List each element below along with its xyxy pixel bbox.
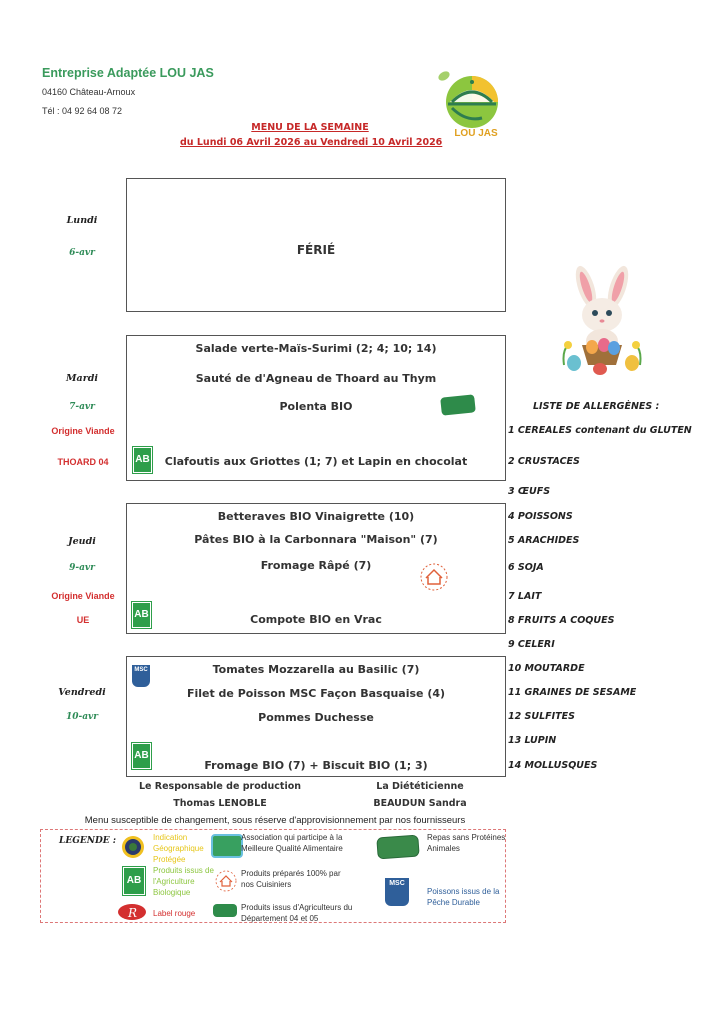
dish-dessert: Fromage BIO (7) + Biscuit BIO (1; 3) — [204, 759, 428, 772]
ab-organic-icon: AB — [132, 743, 151, 769]
dish-dessert: Compote BIO en Vrac — [250, 613, 382, 626]
legend-msc-text: Poissons issus de la Pêche Durable — [427, 887, 500, 907]
dish-side: Polenta BIO — [279, 400, 353, 413]
allergens-title: LISTE DE ALLERGÈNES : — [533, 401, 660, 412]
allergen-item: 11 GRAINES DE SESAME — [508, 687, 637, 698]
allergen-item: 2 CRUSTACES — [508, 456, 580, 467]
day-date-lundi: 6-avr — [69, 248, 95, 258]
legend-homemade-text: Produits préparés 100% par nos Cuisiniers — [241, 869, 341, 889]
allergen-item: 6 SOJA — [508, 562, 544, 573]
dish-starter: Tomates Mozzarella au Basilic (7) — [212, 663, 420, 676]
company-phone: Tél : 04 92 64 08 72 — [42, 106, 123, 116]
allergen-item: 1 CEREALES contenant du GLUTEN — [508, 425, 692, 436]
production-manager-role: Le Responsable de production — [138, 781, 302, 792]
allergen-item: 9 CELERI — [508, 639, 555, 650]
origin-value-mardi: THOARD 04 — [57, 457, 109, 467]
production-manager-name: Thomas LENOBLE — [173, 798, 267, 809]
ab-organic-icon: AB — [132, 602, 151, 628]
day-name-lundi: Lundi — [66, 215, 98, 226]
company-address: 04160 Château-Arnoux — [42, 87, 136, 97]
local-farmers-icon — [440, 394, 476, 415]
dish-cheese: Fromage Râpé (7) — [260, 559, 372, 572]
company-name: Entreprise Adaptée LOU JAS — [42, 66, 214, 80]
homemade-icon — [417, 562, 451, 592]
svg-text:R: R — [128, 906, 138, 920]
legend-title: LEGENDE : — [59, 836, 117, 846]
dish-starter: Salade verte-Maïs-Surimi (2; 4; 10; 14) — [195, 342, 437, 355]
local-farmers-legend-icon — [213, 904, 237, 917]
day-box-lundi — [126, 178, 506, 312]
day-box-jeudi — [126, 503, 506, 634]
dish-ferie: FÉRIÉ — [296, 243, 336, 257]
dish-main: Pâtes BIO à la Carbonnara "Maison" (7) — [194, 533, 438, 546]
origin-value-jeudi: UE — [76, 615, 90, 625]
dietitian-name: BEAUDUN Sandra — [373, 798, 467, 809]
ab-organic-icon: AB — [133, 447, 152, 473]
day-name-vendredi: Vendredi — [58, 687, 106, 698]
legend-ab-text: Produits issus de l'Agriculture Biologique — [153, 866, 214, 897]
logo-text: LOU JAS — [454, 128, 498, 139]
msc-icon: MSC — [132, 665, 150, 687]
allergen-item: 5 ARACHIDES — [508, 535, 580, 546]
vegetarian-icon — [376, 835, 419, 860]
allergen-item: 4 POISSONS — [508, 511, 573, 522]
day-box-vendredi — [126, 656, 506, 777]
menu-title: MENU DE LA SEMAINE — [251, 122, 369, 133]
legend-ab-icon: AB — [123, 867, 145, 895]
origin-label-mardi: Origine Viande — [51, 426, 115, 436]
label-rouge-icon — [117, 903, 147, 921]
allergen-item: 12 SULFITES — [508, 711, 575, 722]
legend-label-rouge-text: Label rouge — [153, 909, 196, 918]
dish-main: Sauté de d'Agneau de Thoard au Thym — [195, 372, 437, 385]
dish-side: Pommes Duchesse — [258, 711, 374, 724]
legend-vegetarian-text: Repas sans Protéines Animales — [427, 833, 506, 853]
legend-association-text: Association qui participe à la Meilleure Qualité Alimentaire — [241, 833, 343, 853]
origin-label-jeudi: Origine Viande — [51, 591, 115, 601]
disclaimer: Menu susceptible de changement, sous réserve d'approvisionnement par nos fournisseurs — [84, 815, 466, 826]
legend-msc-icon: MSC — [385, 878, 409, 906]
allergen-item: 14 MOLLUSQUES — [508, 760, 598, 771]
allergen-item: 7 LAIT — [508, 591, 542, 602]
day-name-jeudi: Jeudi — [68, 536, 96, 547]
allergen-item: 13 LUPIN — [508, 735, 557, 746]
allergen-item: 10 MOUTARDE — [508, 663, 585, 674]
legend-box — [40, 829, 506, 923]
allergen-item: 8 FRUITS A COQUES — [508, 615, 615, 626]
menu-date-range: du Lundi 06 Avril 2026 au Vendredi 10 Avril 2026 — [180, 137, 443, 148]
quality-association-icon — [211, 834, 243, 858]
day-date-vendredi: 10-avr — [65, 712, 99, 722]
legend-igp-text: Indication Géographique Protégée — [153, 833, 204, 864]
dish-starter: Betteraves BIO Vinaigrette (10) — [217, 510, 415, 523]
igp-icon — [121, 835, 145, 859]
homemade-legend-icon — [213, 870, 239, 892]
allergen-item: 3 ŒUFS — [508, 486, 551, 497]
day-date-mardi: 7-avr — [69, 402, 95, 412]
day-date-jeudi: 9-avr — [69, 563, 95, 573]
dish-main: Filet de Poisson MSC Façon Basquaise (4) — [186, 687, 446, 700]
dietitian-role: La Diététicienne — [376, 781, 464, 792]
dish-dessert: Clafoutis aux Griottes (1; 7) et Lapin en chocolat — [164, 455, 468, 468]
easter-bunny-icon — [552, 265, 652, 375]
day-box-mardi — [126, 335, 506, 481]
day-name-mardi: Mardi — [66, 373, 98, 384]
legend-local-text: Produits issus d'Agriculteurs du Département 04 et 05 — [241, 903, 353, 923]
